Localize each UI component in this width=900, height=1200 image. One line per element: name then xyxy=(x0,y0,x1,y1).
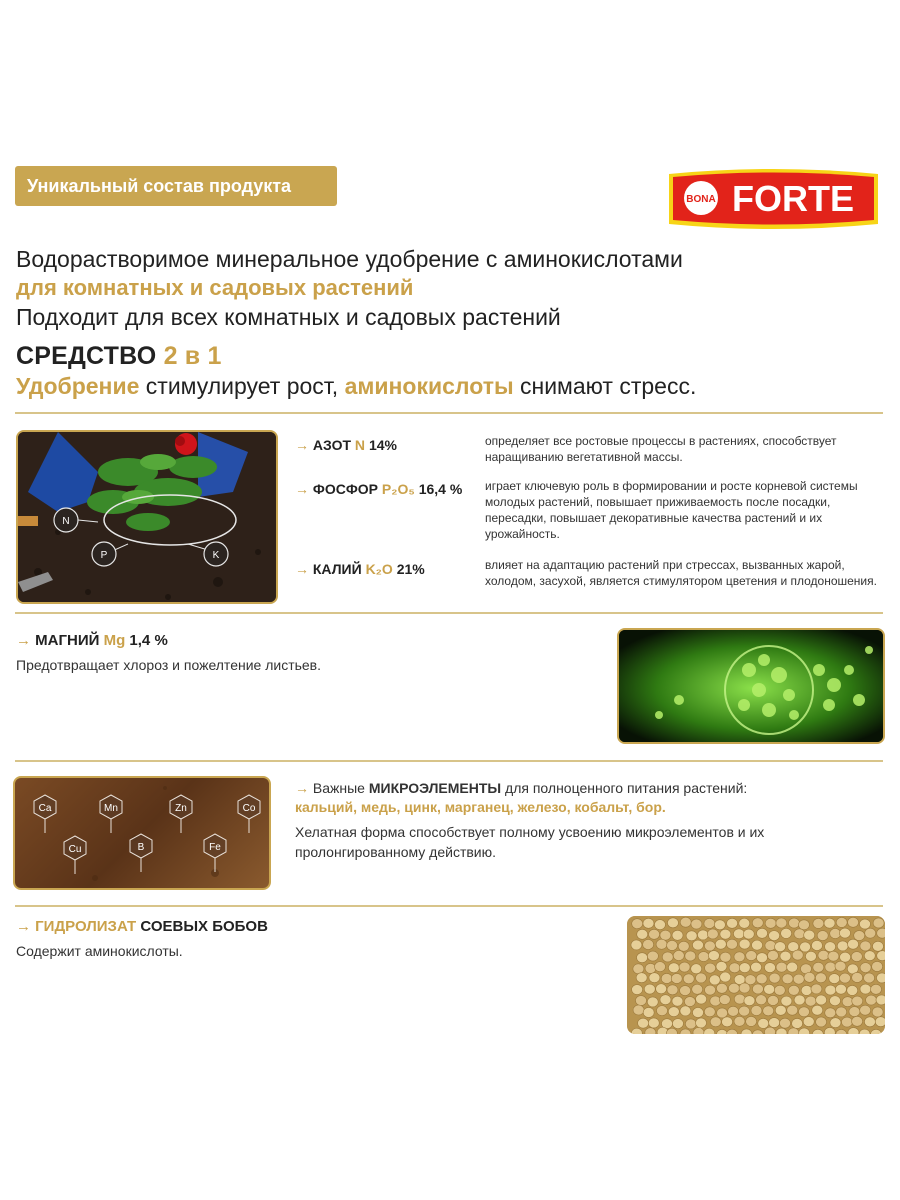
soybean xyxy=(769,1018,780,1028)
nutrient-name: АЗОТ xyxy=(312,437,352,453)
nutrient-value: 16,4 % xyxy=(418,481,463,497)
soybean xyxy=(739,983,750,993)
soybean xyxy=(752,918,763,928)
soybean xyxy=(781,996,792,1006)
soybean xyxy=(656,939,667,949)
soybean xyxy=(767,950,778,960)
magnesium-desc: Предотвращает хлороз и пожелтение листьев. xyxy=(16,657,322,673)
soybean xyxy=(792,950,803,960)
soybean xyxy=(705,985,716,995)
soybean xyxy=(649,973,660,983)
soybean xyxy=(866,995,877,1005)
plant-soil-photo xyxy=(16,430,278,604)
soybean xyxy=(764,984,775,994)
effect-text-2: снимают стресс. xyxy=(513,373,697,399)
nutrient-formula: K₂O xyxy=(365,561,393,577)
soybean xyxy=(837,941,848,951)
soybean xyxy=(678,941,689,951)
soybean xyxy=(739,939,750,949)
soybean xyxy=(710,1017,721,1027)
micro-lead: Важные xyxy=(312,780,365,796)
soybean xyxy=(835,984,846,994)
soybean xyxy=(739,1006,750,1016)
soybean xyxy=(780,1018,791,1028)
soybean xyxy=(726,939,737,949)
soybean xyxy=(683,974,694,984)
soybean xyxy=(671,973,682,983)
soybean xyxy=(852,1016,863,1026)
soybean xyxy=(698,952,709,962)
soybean xyxy=(764,1027,775,1034)
soybean xyxy=(852,972,863,982)
nutrient-phosphorus xyxy=(295,481,462,497)
logo-bona-text: BONA xyxy=(686,194,716,205)
soybean xyxy=(667,918,678,928)
soybean xyxy=(734,994,745,1004)
intro-line-2: для комнатных и садовых растений xyxy=(16,275,414,300)
soybean xyxy=(705,963,716,973)
soybean xyxy=(860,984,871,994)
soybean xyxy=(860,941,871,951)
soybean xyxy=(729,963,740,973)
soybean xyxy=(660,995,671,1005)
bona-forte-logo xyxy=(665,168,882,238)
soybean xyxy=(692,940,703,950)
soybean xyxy=(825,985,836,995)
soybean xyxy=(877,928,885,938)
plant-illustration xyxy=(18,432,278,604)
soybean xyxy=(720,952,731,962)
soybean xyxy=(780,951,791,961)
soybean xyxy=(631,940,642,950)
soybean xyxy=(632,919,643,929)
soybean xyxy=(847,985,858,995)
soybean xyxy=(864,1017,875,1027)
soybean xyxy=(668,963,679,973)
soybean xyxy=(842,997,853,1007)
soybean xyxy=(643,1007,654,1017)
micro-tail: для полноценного питания растений: xyxy=(505,780,748,796)
element-zn: Zn xyxy=(175,803,187,814)
soybean xyxy=(799,1007,810,1017)
soybean xyxy=(751,962,762,972)
soybean xyxy=(704,1007,715,1017)
soy-name-dark: СОЕВЫХ БОБОВ xyxy=(140,918,268,935)
npk-k-label: K xyxy=(212,550,220,561)
soybean xyxy=(860,1005,871,1015)
soybean xyxy=(848,939,859,949)
soybean xyxy=(661,973,672,983)
nutrient-name: КАЛИЙ xyxy=(312,561,362,577)
soybean xyxy=(816,995,827,1005)
soybean xyxy=(667,985,678,995)
soybean xyxy=(714,920,725,930)
element-fe: Fe xyxy=(209,842,221,853)
soybean xyxy=(696,994,707,1004)
logo-forte-text: FORTE xyxy=(732,178,854,219)
soybean xyxy=(793,974,804,984)
soybean xyxy=(825,942,836,952)
soybean xyxy=(672,996,683,1006)
soybean xyxy=(776,918,787,928)
effect-line xyxy=(16,373,696,400)
soybean xyxy=(633,1005,644,1015)
soy-title xyxy=(16,918,268,935)
soybean xyxy=(839,973,850,983)
green-cells-illustration xyxy=(619,630,885,744)
soybean xyxy=(817,931,828,941)
soybean xyxy=(684,997,695,1007)
soybean xyxy=(794,995,805,1005)
soybean xyxy=(722,1017,733,1027)
nutrient-desc-nitrogen: определяет все ростовые процессы в растениях, способствует наращиванию вегетативной массы. xyxy=(485,434,837,464)
soybean xyxy=(673,951,684,961)
soybean xyxy=(719,995,730,1005)
cells-photo xyxy=(617,628,885,744)
microelements-desc: Хелатная форма способствует полному усвоению микроэлементов и их пролонгированному действию. xyxy=(295,824,765,860)
nutrient-formula: P₂O₅ xyxy=(381,481,415,497)
divider xyxy=(15,612,883,614)
microelements-heading xyxy=(295,780,747,796)
soybean xyxy=(668,1007,679,1017)
divider xyxy=(15,760,883,762)
soybean xyxy=(716,961,727,971)
soybean xyxy=(792,1018,803,1028)
soybean xyxy=(835,961,846,971)
soybean xyxy=(637,929,648,939)
magnesium-title xyxy=(16,632,168,649)
soybean xyxy=(830,1018,841,1028)
soybean xyxy=(763,1006,774,1016)
soybean xyxy=(692,1008,703,1018)
section-banner: Уникальный состав продукта xyxy=(15,166,337,206)
soybean xyxy=(873,918,884,928)
soybean xyxy=(775,942,786,952)
soybean xyxy=(680,917,691,927)
soybean xyxy=(635,996,646,1006)
soybean xyxy=(647,997,658,1007)
soybean xyxy=(813,918,824,928)
nutrient-desc-potassium: влияет на адаптацию растений при стрессах, вызванных жарой, холодом, засухой, является стимулятором цветения и плодоношения. xyxy=(485,558,877,588)
soybean xyxy=(765,918,776,928)
soybean xyxy=(818,950,829,960)
soybean xyxy=(852,996,863,1006)
soybean xyxy=(848,917,859,927)
soybean xyxy=(720,929,731,939)
soybean xyxy=(752,940,763,950)
microelements-soil-photo xyxy=(13,776,271,890)
soybean xyxy=(876,995,885,1005)
soybean xyxy=(864,973,875,983)
soybean xyxy=(824,918,835,928)
nutrient-nitrogen xyxy=(295,437,397,453)
soybean xyxy=(751,1005,762,1015)
soybean xyxy=(716,983,727,993)
product-title xyxy=(16,342,222,371)
soybean xyxy=(691,964,702,974)
soybean xyxy=(756,974,767,984)
soybean xyxy=(744,996,755,1006)
soybean xyxy=(804,972,815,982)
soybean xyxy=(746,951,757,961)
soybean xyxy=(859,919,870,929)
soybean xyxy=(811,940,822,950)
soybean xyxy=(696,1018,707,1028)
soybean xyxy=(774,985,785,995)
soybean xyxy=(704,941,715,951)
micro-bold: МИКРОЭЛЕМЕНТЫ xyxy=(368,780,502,796)
soybean xyxy=(812,1005,823,1015)
soybean xyxy=(769,973,780,983)
soybean xyxy=(825,962,836,972)
soybean xyxy=(836,917,847,927)
soybean xyxy=(733,929,744,939)
soybean xyxy=(632,985,643,995)
soybean xyxy=(877,951,885,961)
soybeans-photo xyxy=(627,916,885,1034)
soybean xyxy=(800,942,811,952)
soybean xyxy=(686,931,697,941)
arrow-icon: → xyxy=(16,632,31,649)
soybean xyxy=(836,1007,847,1017)
soybean xyxy=(685,951,696,961)
soybean xyxy=(636,973,647,983)
nutrient-desc-phosphorus: играет ключевую роль в формировании и росте корневой системы молодых растений, повышает приживаемость после посадки, пересадки, повышает декоративные качества растений и их урожайность. xyxy=(485,479,858,541)
soybean xyxy=(865,928,876,938)
soybean xyxy=(803,1017,814,1027)
soybean xyxy=(648,1018,659,1028)
soybean xyxy=(830,996,841,1006)
arrow-icon: → xyxy=(16,918,31,935)
nutrient-value: 14% xyxy=(368,437,397,453)
soybean xyxy=(672,930,683,940)
effect-amino: аминокислоты xyxy=(344,373,514,399)
soybean xyxy=(805,951,816,961)
soybean xyxy=(734,952,745,962)
divider xyxy=(15,412,883,414)
npk-n-label: N xyxy=(62,516,70,527)
microelements-list: кальций, медь, цинк, марганец, железо, кобальт, бор. xyxy=(295,799,666,815)
soybean xyxy=(854,931,865,941)
soybean xyxy=(672,1019,683,1029)
soybean xyxy=(789,918,800,928)
soybean xyxy=(798,920,809,930)
arrow-icon: → xyxy=(295,780,309,796)
soybean xyxy=(691,919,702,929)
soybean xyxy=(756,995,767,1005)
element-mn: Mn xyxy=(104,803,118,814)
arrow-icon: → xyxy=(295,481,309,497)
soybean xyxy=(830,929,841,939)
soybean xyxy=(695,973,706,983)
product-title-a: СРЕДСТВО xyxy=(16,342,157,370)
nutrient-value: 21% xyxy=(396,561,425,577)
soybean xyxy=(656,984,667,994)
soybean xyxy=(680,1006,691,1016)
magnesium-value: 1,4 % xyxy=(129,632,168,649)
element-b: B xyxy=(137,842,145,853)
divider xyxy=(15,905,883,907)
soybean xyxy=(804,930,815,940)
soybeans-illustration xyxy=(627,916,885,1034)
soybean xyxy=(697,930,708,940)
soybean xyxy=(746,1016,757,1026)
soybean xyxy=(715,939,726,949)
soybean xyxy=(643,939,654,949)
soybean xyxy=(645,963,656,973)
soybean xyxy=(707,929,718,939)
intro-line-3: Подходит для всех комнатных и садовых растений xyxy=(16,304,561,330)
soybean xyxy=(871,984,882,994)
soybean xyxy=(872,941,883,951)
soybean xyxy=(776,962,787,972)
element-co: Co xyxy=(242,803,256,814)
soybean xyxy=(860,963,871,973)
soybean xyxy=(769,931,780,941)
soybean xyxy=(872,1007,883,1017)
soybean xyxy=(743,929,754,939)
soybean xyxy=(801,985,812,995)
soybean xyxy=(839,928,850,938)
magnesium-name: МАГНИЙ xyxy=(35,632,100,649)
soybean xyxy=(768,995,779,1005)
arrow-icon: → xyxy=(295,437,309,453)
soybean xyxy=(816,1017,827,1027)
magnesium-formula: Mg xyxy=(103,632,126,649)
npk-p-label: P xyxy=(100,550,108,561)
soybean xyxy=(872,961,883,971)
soybean xyxy=(765,941,776,951)
soybean xyxy=(788,985,799,995)
soybean xyxy=(756,953,767,963)
element-ca: Ca xyxy=(38,803,52,814)
soybean xyxy=(739,963,750,973)
soybean xyxy=(787,962,798,972)
soybean xyxy=(734,1016,745,1026)
soy-desc: Содержит аминокислоты. xyxy=(16,943,183,959)
soybean xyxy=(875,1017,885,1027)
soybean xyxy=(825,1008,836,1018)
soybean xyxy=(662,952,673,962)
nutrient-name: ФОСФОР xyxy=(312,481,379,497)
soybean xyxy=(708,951,719,961)
soybean xyxy=(720,972,731,982)
soybean xyxy=(775,1005,786,1015)
soybean xyxy=(842,1017,853,1027)
soybean xyxy=(643,918,654,928)
soybean xyxy=(727,918,738,928)
nutrient-formula: N xyxy=(354,437,366,453)
soybean xyxy=(829,974,840,984)
soybean xyxy=(709,975,720,985)
soybean xyxy=(757,928,768,938)
soybean xyxy=(728,1006,739,1016)
soybean xyxy=(637,953,648,963)
intro-line-1: Водорастворимое минеральное удобрение с аминокислотами xyxy=(16,246,683,272)
soybean xyxy=(840,952,851,962)
soybean xyxy=(876,973,885,983)
arrow-icon: → xyxy=(295,561,309,577)
soy-name-gold: ГИДРОЛИЗАТ xyxy=(35,918,137,935)
soybean xyxy=(654,962,665,972)
soybean xyxy=(811,984,822,994)
soybean xyxy=(692,984,703,994)
soybean xyxy=(679,962,690,972)
soybean xyxy=(758,1018,769,1028)
soybean xyxy=(649,929,660,939)
soybean xyxy=(787,1005,798,1015)
product-title-b: 2 в 1 xyxy=(163,342,222,370)
soybean xyxy=(657,1006,668,1016)
soybean xyxy=(794,929,805,939)
soybean xyxy=(644,984,655,994)
soybean xyxy=(633,964,644,974)
soybean xyxy=(685,1019,696,1029)
soybean xyxy=(717,1008,728,1018)
soybean xyxy=(647,951,658,961)
soybean xyxy=(654,920,665,930)
element-cu: Cu xyxy=(68,844,82,855)
soybean xyxy=(728,983,739,993)
soybean xyxy=(638,1018,649,1028)
soybean xyxy=(805,996,816,1006)
soybean xyxy=(815,973,826,983)
soybean xyxy=(739,918,750,928)
effect-fertilizer: Удобрение xyxy=(16,373,140,399)
soybean xyxy=(851,952,862,962)
soybean xyxy=(782,974,793,984)
soybean xyxy=(828,951,839,961)
soybean xyxy=(849,1007,860,1017)
soybean xyxy=(680,986,691,996)
soybean xyxy=(667,940,678,950)
soybean xyxy=(781,928,792,938)
effect-text-1: стимулирует рост, xyxy=(139,373,345,399)
soybean xyxy=(864,951,875,961)
microelement-hexagons xyxy=(15,778,271,890)
nutrient-potassium xyxy=(295,561,425,577)
soybean xyxy=(764,963,775,973)
soybean xyxy=(813,962,824,972)
soybean xyxy=(704,918,715,928)
soybean xyxy=(660,930,671,940)
soybean xyxy=(752,984,763,994)
